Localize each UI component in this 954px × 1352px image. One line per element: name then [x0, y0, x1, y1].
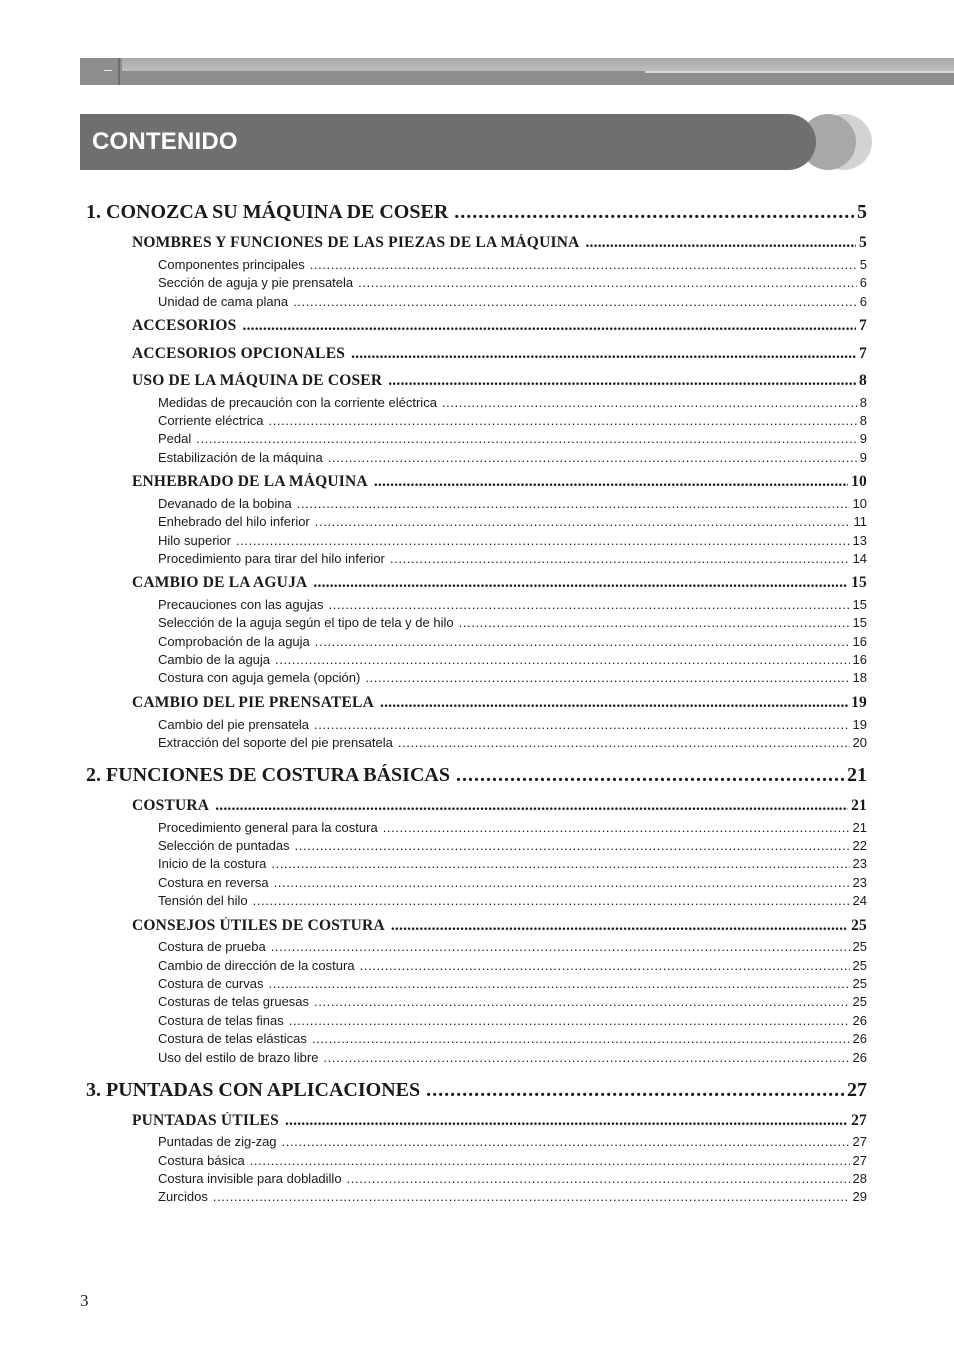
- toc-section: [132, 317, 867, 335]
- toc-page-number: 27: [852, 1134, 867, 1149]
- toc-entry: [158, 893, 867, 908]
- toc-leader-dots: [293, 294, 857, 309]
- toc-entry: [158, 717, 867, 732]
- toc-leader-dots: [295, 838, 850, 853]
- toc-title: Selección de puntadas: [158, 838, 290, 853]
- toc-page-number: 23: [852, 875, 867, 890]
- toc-page-number: 7: [859, 345, 867, 362]
- toc-title: Costura con aguja gemela (opción): [158, 670, 361, 685]
- toc-section: [132, 797, 867, 815]
- toc-title: Costura de curvas: [158, 976, 264, 991]
- toc-page-number: 9: [859, 450, 867, 465]
- toc-title: Tensión del hilo: [158, 893, 248, 908]
- toc-entry: [158, 820, 867, 835]
- toc-page-number: 18: [852, 670, 867, 685]
- toc-leader-dots: [315, 514, 851, 529]
- toc-title: Devanado de la bobina: [158, 496, 292, 511]
- toc-title: Cambio de dirección de la costura: [158, 958, 355, 973]
- toc-chapter: [86, 764, 867, 787]
- toc-page-number: 19: [852, 717, 867, 732]
- toc-entry: [158, 257, 867, 272]
- toc-leader-dots: [269, 413, 857, 428]
- toc-page-number: 6: [859, 275, 867, 290]
- toc-leader-dots: [374, 473, 848, 491]
- toc-entry: [158, 395, 867, 410]
- toc-title: Enhebrado del hilo inferior: [158, 514, 310, 529]
- toc-title: ACCESORIOS OPCIONALES: [132, 345, 346, 362]
- toc-leader-dots: [442, 395, 857, 410]
- toc-page-number: 8: [859, 372, 867, 389]
- toc-entry: [158, 275, 867, 290]
- toc-section: [132, 234, 867, 252]
- toc-page-number: 5: [859, 234, 867, 251]
- toc-title: Unidad de cama plana: [158, 294, 289, 309]
- top-bar-mark: [104, 70, 112, 71]
- toc-title: NOMBRES Y FUNCIONES DE LAS PIEZAS DE LA MÁQUINA: [132, 234, 580, 251]
- toc-leader-dots: [282, 1134, 850, 1149]
- toc-title: Componentes principales: [158, 257, 305, 272]
- toc-leader-dots: [323, 1050, 849, 1065]
- toc-title: Comprobación de la aguja: [158, 634, 310, 649]
- toc-leader-dots: [250, 1153, 850, 1168]
- toc-title: Puntadas de zig-zag: [158, 1134, 277, 1149]
- toc-title: Uso del estilo de brazo libre: [158, 1050, 319, 1065]
- toc-leader-dots: [253, 893, 850, 908]
- toc-page-number: 20: [852, 735, 867, 750]
- toc-entry: [158, 597, 867, 612]
- toc-leader-dots: [459, 615, 850, 630]
- toc-page-number: 25: [851, 917, 867, 934]
- toc-section: [132, 345, 867, 363]
- toc-leader-dots: [312, 1031, 850, 1046]
- top-bar-highlight-line: [645, 71, 954, 73]
- toc-entry: [158, 634, 867, 649]
- toc-entry: [158, 994, 867, 1009]
- toc-title: Zurcidos: [158, 1189, 208, 1204]
- toc-leader-dots: [388, 372, 856, 390]
- toc-page-number: 26: [852, 1031, 867, 1046]
- toc-title: Costura de prueba: [158, 939, 266, 954]
- toc-page-number: 5: [859, 257, 867, 272]
- toc-entry: [158, 1050, 867, 1065]
- toc-title: Cambio del pie prensatela: [158, 717, 310, 732]
- toc-page-number: 28: [852, 1171, 867, 1186]
- toc-leader-dots: [585, 234, 856, 252]
- toc-leader-dots: [313, 574, 848, 592]
- toc-entry: [158, 1153, 867, 1168]
- toc-leader-dots: [215, 797, 848, 815]
- toc-page-number: 13: [852, 533, 867, 548]
- toc-chapter: [86, 201, 867, 224]
- toc-page-number: 8: [859, 395, 867, 410]
- top-decorative-bar: [80, 58, 954, 85]
- toc-leader-dots: [347, 1171, 850, 1186]
- toc-entry: [158, 856, 867, 871]
- toc-entry: [158, 1171, 867, 1186]
- toc-leader-dots: [196, 431, 857, 446]
- toc-page-number: 27: [852, 1153, 867, 1168]
- toc-leader-dots: [289, 1013, 850, 1028]
- toc-leader-dots: [328, 450, 857, 465]
- toc-title: Pedal: [158, 431, 192, 446]
- toc-leader-dots: [213, 1189, 850, 1204]
- top-bar-divider: [118, 58, 120, 85]
- toc-page-number: 10: [851, 473, 867, 490]
- toc-page-number: 16: [852, 634, 867, 649]
- toc-title: PUNTADAS ÚTILES: [132, 1112, 279, 1129]
- toc-page-number: 5: [857, 201, 867, 223]
- toc-entry: [158, 533, 867, 548]
- toc-title: Selección de la aguja según el tipo de tela y de hilo: [158, 615, 454, 630]
- title-banner: [80, 114, 816, 170]
- toc-section: [132, 574, 867, 592]
- toc-page-number: 25: [852, 994, 867, 1009]
- toc-section: [132, 917, 867, 935]
- toc-page-number: 25: [852, 939, 867, 954]
- toc-page-number: 15: [852, 615, 867, 630]
- toc-entry: [158, 431, 867, 446]
- toc-entry: [158, 838, 867, 853]
- top-bar-highlight: [122, 58, 954, 71]
- toc-title: Corriente eléctrica: [158, 413, 264, 428]
- toc-entry: [158, 1013, 867, 1028]
- toc-leader-dots: [269, 976, 850, 991]
- toc-leader-dots: [329, 597, 850, 612]
- toc-title: ENHEBRADO DE LA MÁQUINA: [132, 473, 368, 490]
- toc-page-number: 16: [852, 652, 867, 667]
- toc-page-number: 23: [852, 856, 867, 871]
- toc-leader-dots: [297, 496, 850, 511]
- toc-title: 1. CONOZCA SU MÁQUINA DE COSER: [86, 201, 449, 223]
- toc-page-number: 22: [852, 838, 867, 853]
- toc-title: Procedimiento para tirar del hilo inferior: [158, 551, 385, 566]
- toc-page-number: 11: [853, 514, 867, 529]
- toc-section: [132, 694, 867, 712]
- toc-page-number: 9: [859, 431, 867, 446]
- toc-leader-dots: [398, 735, 850, 750]
- toc-title: Costura básica: [158, 1153, 245, 1168]
- toc-title: Hilo superior: [158, 533, 231, 548]
- toc-title: Costura de telas elásticas: [158, 1031, 307, 1046]
- toc-title: Cambio de la aguja: [158, 652, 271, 667]
- toc-title: 2. FUNCIONES DE COSTURA BÁSICAS: [86, 764, 450, 786]
- toc-leader-dots: [380, 694, 848, 712]
- toc-leader-dots: [285, 1112, 848, 1130]
- toc-section: [132, 473, 867, 491]
- toc-title: CAMBIO DE LA AGUJA: [132, 574, 308, 591]
- toc-leader-dots: [275, 652, 850, 667]
- toc-page-number: 21: [847, 764, 867, 786]
- toc-title: USO DE LA MÁQUINA DE COSER: [132, 372, 383, 389]
- toc-entry: [158, 450, 867, 465]
- toc-entry: [158, 1189, 867, 1204]
- toc-title: Inicio de la costura: [158, 856, 267, 871]
- toc-title: Costuras de telas gruesas: [158, 994, 310, 1009]
- toc-entry: [158, 652, 867, 667]
- toc-title: Sección de aguja y pie prensatela: [158, 275, 354, 290]
- toc-title: ACCESORIOS: [132, 317, 237, 334]
- toc-page-number: 21: [851, 797, 867, 814]
- toc-page-number: 27: [851, 1112, 867, 1129]
- toc-page-number: 25: [852, 958, 867, 973]
- toc-entry: [158, 958, 867, 973]
- toc-leader-dots: [315, 634, 850, 649]
- toc-leader-dots: [314, 994, 850, 1009]
- toc-entry: [158, 615, 867, 630]
- page-number: 3: [80, 1291, 89, 1310]
- toc-title: Medidas de precaución con la corriente eléctrica: [158, 395, 437, 410]
- toc-leader-dots: [454, 201, 854, 224]
- toc-leader-dots: [358, 275, 857, 290]
- toc-leader-dots: [351, 345, 856, 363]
- toc-leader-dots: [271, 939, 850, 954]
- toc-chapter: [86, 1079, 867, 1102]
- toc-title: Costura de telas finas: [158, 1013, 284, 1028]
- toc-title: CAMBIO DEL PIE PRENSATELA: [132, 694, 374, 711]
- toc-title: Extracción del soporte del pie prensatela: [158, 735, 393, 750]
- toc-section: [132, 372, 867, 390]
- toc-page-number: 21: [852, 820, 867, 835]
- toc-entry: [158, 875, 867, 890]
- toc-entry: [158, 551, 867, 566]
- toc-leader-dots: [243, 317, 857, 335]
- toc-entry: [158, 496, 867, 511]
- toc-leader-dots: [360, 958, 850, 973]
- toc-page-number: 7: [859, 317, 867, 334]
- toc-title: COSTURA: [132, 797, 210, 814]
- toc-entry: [158, 514, 867, 529]
- toc-entry: [158, 1031, 867, 1046]
- toc-leader-dots: [271, 856, 849, 871]
- toc-title: Precauciones con las agujas: [158, 597, 324, 612]
- toc-page-number: 24: [852, 893, 867, 908]
- toc-leader-dots: [236, 533, 850, 548]
- toc-entry: [158, 939, 867, 954]
- toc-page-number: 26: [852, 1050, 867, 1065]
- toc-title: Costura en reversa: [158, 875, 269, 890]
- toc-leader-dots: [391, 917, 848, 935]
- toc-leader-dots: [274, 875, 850, 890]
- toc-page-number: 27: [847, 1079, 867, 1101]
- toc-entry: [158, 1134, 867, 1149]
- toc-page-number: 10: [852, 496, 867, 511]
- toc-entry: [158, 413, 867, 428]
- toc-page-number: 15: [851, 574, 867, 591]
- toc-section: [132, 1112, 867, 1130]
- toc-leader-dots: [310, 257, 857, 272]
- toc-title: Procedimiento general para la costura: [158, 820, 378, 835]
- toc-leader-dots: [426, 1079, 844, 1102]
- toc-entry: [158, 735, 867, 750]
- toc-page-number: 26: [852, 1013, 867, 1028]
- toc-entry: [158, 670, 867, 685]
- toc-title: Costura invisible para dobladillo: [158, 1171, 342, 1186]
- toc-page-number: 15: [852, 597, 867, 612]
- toc-leader-dots: [390, 551, 850, 566]
- toc-page-number: 14: [852, 551, 867, 566]
- toc-title: Estabilización de la máquina: [158, 450, 323, 465]
- toc-entry: [158, 976, 867, 991]
- toc-title: 3. PUNTADAS CON APLICACIONES: [86, 1079, 421, 1101]
- toc-entry: [158, 294, 867, 309]
- toc-leader-dots: [365, 670, 849, 685]
- toc-page-number: 6: [859, 294, 867, 309]
- toc-page-number: 29: [852, 1189, 867, 1204]
- toc-page-number: 8: [859, 413, 867, 428]
- toc-page-number: 25: [852, 976, 867, 991]
- page-title: CONTENIDO: [92, 128, 238, 155]
- toc-leader-dots: [314, 717, 849, 732]
- toc-leader-dots: [456, 764, 844, 787]
- toc-title: CONSEJOS ÚTILES DE COSTURA: [132, 917, 385, 934]
- toc-leader-dots: [383, 820, 850, 835]
- toc-page-number: 19: [851, 694, 867, 711]
